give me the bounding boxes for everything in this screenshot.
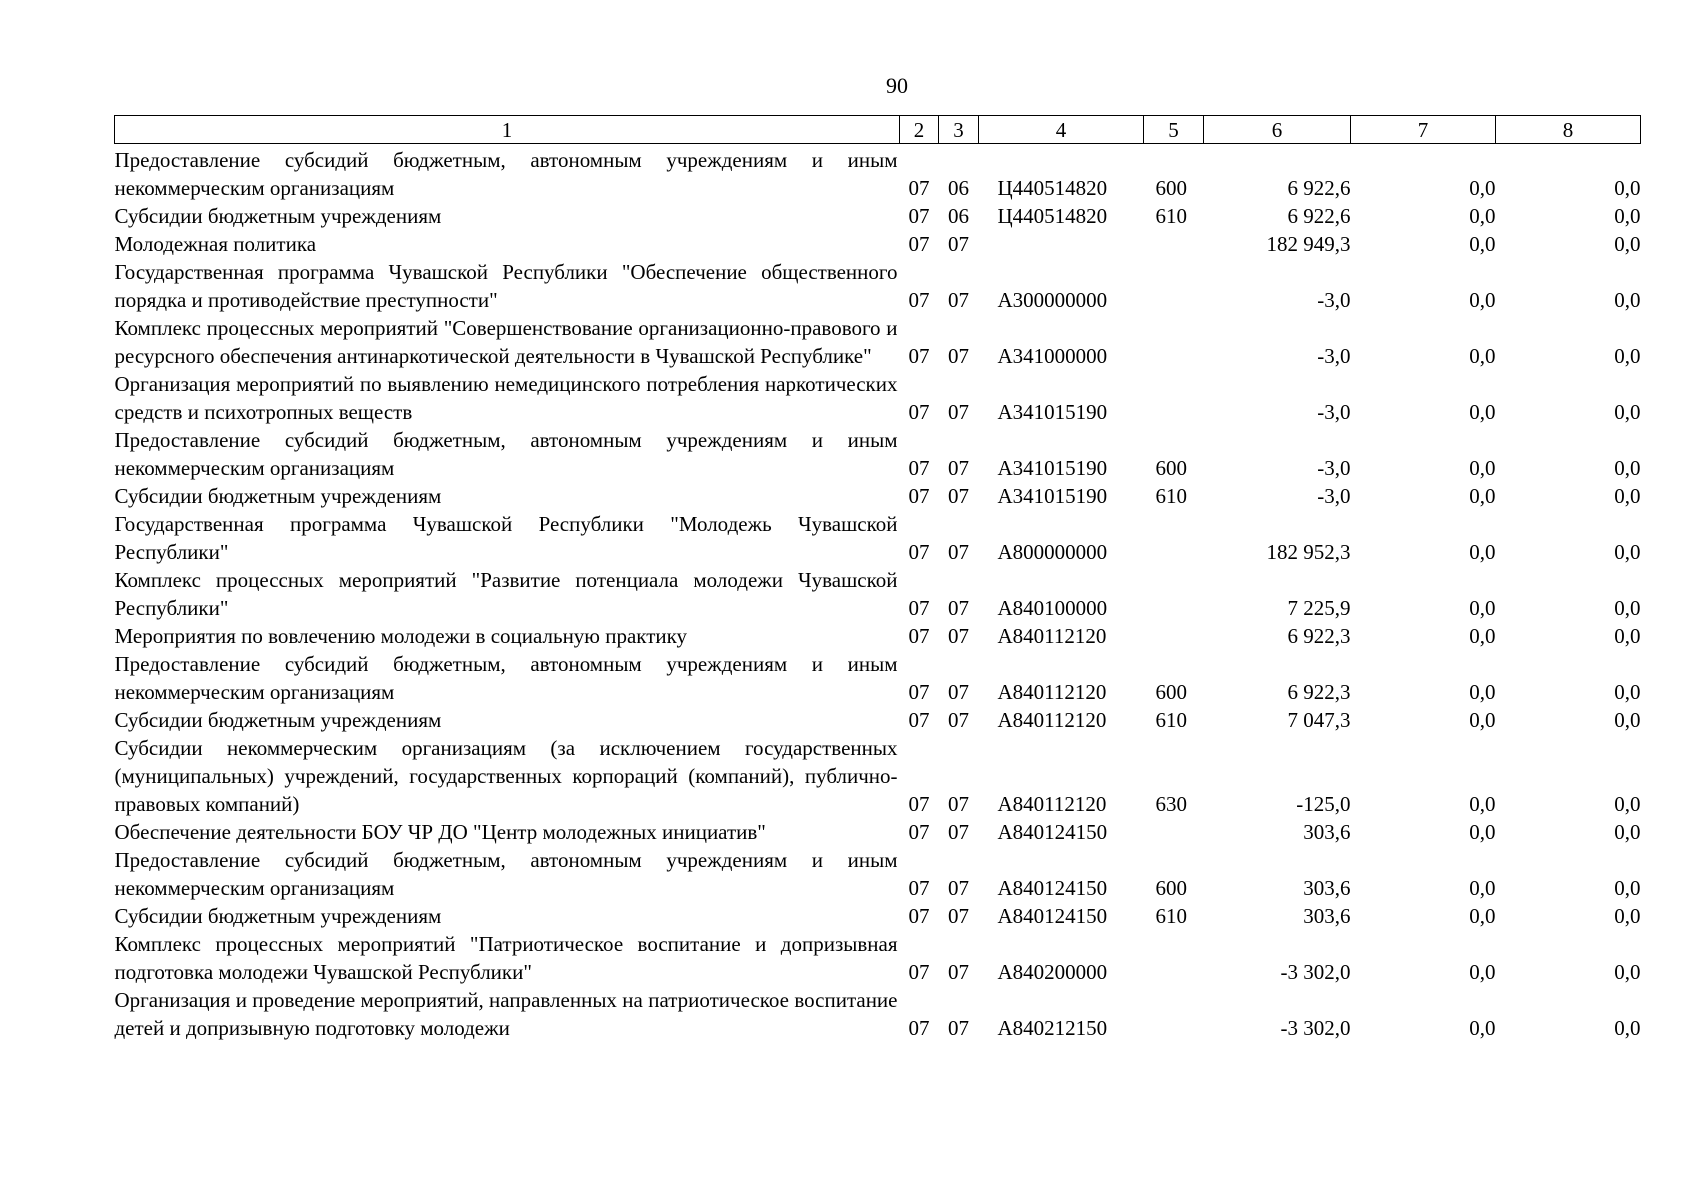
row-target-article: А840124150: [997, 820, 1108, 844]
row-amount-col8: 0,0: [1614, 876, 1641, 900]
header-col-6: 6: [1204, 116, 1351, 144]
row-expense-type: [1144, 818, 1204, 846]
table-header: [115, 116, 1641, 144]
row-amount-col7: 0,0: [1469, 288, 1496, 312]
row-section: 07: [908, 1016, 930, 1040]
row-target-article: А840112120: [997, 792, 1107, 816]
page-number: 90: [886, 73, 908, 98]
row-amount-col8: 0,0: [1614, 204, 1641, 228]
row-amount-col8: 0,0: [1614, 288, 1641, 312]
row-description: Субсидии бюджетным учреждениям: [114, 204, 442, 228]
table-row: [115, 314, 1641, 370]
row-section: 07: [908, 792, 930, 816]
row-subsection: 07: [948, 456, 969, 480]
row-amount: 6 922,6: [1287, 204, 1351, 228]
row-amount-col8: 0,0: [1614, 232, 1641, 256]
header-col-2: 2: [900, 116, 939, 144]
row-description: Молодежная политика: [114, 232, 317, 256]
table-row: [115, 426, 1641, 482]
row-target-article: А840200000: [997, 960, 1108, 984]
row-amount-col8: 0,0: [1614, 708, 1641, 732]
row-section: 07: [908, 484, 930, 508]
header-col-7: 7: [1351, 116, 1496, 144]
row-amount: -3,0: [1317, 456, 1351, 480]
row-amount-col7: 0,0: [1469, 708, 1496, 732]
table-row: [115, 230, 1641, 258]
budget-table: [114, 115, 1641, 1042]
row-section: 07: [908, 904, 930, 928]
row-target-article: А341015190: [997, 400, 1108, 424]
row-amount: -3,0: [1317, 344, 1351, 368]
table-body: [115, 144, 1641, 1043]
row-subsection: 07: [948, 344, 969, 368]
row-subsection: 07: [948, 596, 969, 620]
row-amount: -3 302,0: [1280, 960, 1351, 984]
table-row: [115, 734, 1641, 818]
row-section: 07: [908, 344, 930, 368]
row-expense-type: [1144, 566, 1204, 622]
row-amount-col8: 0,0: [1614, 792, 1641, 816]
row-expense-type: [1144, 986, 1204, 1042]
row-expense-type: 610: [1155, 204, 1187, 228]
row-amount-col7: 0,0: [1469, 400, 1496, 424]
row-expense-type: 610: [1155, 904, 1187, 928]
row-description: Организация мероприятий по выявлению немедицинского потребления наркотических средств и психотропных веществ: [114, 372, 898, 424]
row-amount: 303,6: [1303, 876, 1351, 900]
row-amount-col7: 0,0: [1469, 540, 1496, 564]
row-description: Комплекс процессных мероприятий "Развитие потенциала молодежи Чувашской Республики": [114, 568, 898, 620]
row-amount-col7: 0,0: [1469, 596, 1496, 620]
row-amount: -125,0: [1296, 792, 1351, 816]
table-row: [115, 818, 1641, 846]
table-row: [115, 482, 1641, 510]
row-amount-col7: 0,0: [1469, 456, 1496, 480]
row-amount-col8: 0,0: [1614, 960, 1641, 984]
row-amount-col8: 0,0: [1614, 540, 1641, 564]
row-subsection: 07: [948, 540, 969, 564]
row-amount-col7: 0,0: [1469, 344, 1496, 368]
row-section: 07: [908, 456, 930, 480]
row-expense-type: 610: [1155, 484, 1187, 508]
table-row: [115, 930, 1641, 986]
table-row: [115, 510, 1641, 566]
row-target-article: [979, 230, 1144, 258]
row-target-article: А800000000: [997, 540, 1108, 564]
row-amount-col7: 0,0: [1469, 680, 1496, 704]
header-col-4: 4: [979, 116, 1144, 144]
row-target-article: А840112120: [997, 624, 1107, 648]
row-amount: -3 302,0: [1280, 1016, 1351, 1040]
row-description: Субсидии бюджетным учреждениям: [114, 904, 442, 928]
row-subsection: 07: [948, 904, 969, 928]
header-col-3: 3: [939, 116, 979, 144]
row-amount-col7: 0,0: [1469, 232, 1496, 256]
table-row: [115, 370, 1641, 426]
row-amount-col7: 0,0: [1469, 204, 1496, 228]
table-row: [115, 144, 1641, 203]
row-amount-col8: 0,0: [1614, 456, 1641, 480]
row-subsection: 07: [948, 1016, 969, 1040]
row-amount-col7: 0,0: [1469, 1016, 1496, 1040]
row-amount: 182 952,3: [1266, 540, 1351, 564]
row-section: 07: [908, 540, 930, 564]
row-section: 07: [908, 176, 930, 200]
row-expense-type: 600: [1155, 456, 1187, 480]
row-section: 07: [908, 596, 930, 620]
row-amount-col7: 0,0: [1469, 876, 1496, 900]
row-target-article: А300000000: [997, 288, 1108, 312]
table-row: [115, 622, 1641, 650]
row-subsection: 07: [948, 792, 969, 816]
row-description: Мероприятия по вовлечению молодежи в социальную практику: [114, 624, 688, 648]
row-description: Обеспечение деятельности БОУ ЧР ДО "Центр молодежных инициатив": [114, 820, 766, 844]
row-amount: 6 922,3: [1287, 680, 1351, 704]
row-amount-col8: 0,0: [1614, 904, 1641, 928]
table-row: [115, 650, 1641, 706]
row-subsection: 07: [948, 876, 969, 900]
row-amount: -3,0: [1317, 400, 1351, 424]
row-target-article: А840112120: [997, 680, 1107, 704]
row-section: 07: [908, 820, 930, 844]
row-section: 07: [908, 876, 930, 900]
row-expense-type: 600: [1155, 176, 1187, 200]
row-description: Субсидии бюджетным учреждениям: [114, 484, 442, 508]
header-col-8: 8: [1496, 116, 1641, 144]
row-amount-col7: 0,0: [1469, 792, 1496, 816]
row-expense-type: 600: [1155, 680, 1187, 704]
header-row: [115, 116, 1641, 144]
row-section: 07: [908, 960, 930, 984]
table-row: [115, 706, 1641, 734]
row-amount-col8: 0,0: [1614, 680, 1641, 704]
header-col-1: 1: [115, 116, 900, 144]
row-description: Предоставление субсидий бюджетным, автономным учреждениям и иным некоммерческим организациям: [114, 428, 898, 480]
row-amount-col8: 0,0: [1614, 1016, 1641, 1040]
row-amount: 303,6: [1303, 820, 1351, 844]
row-amount-col7: 0,0: [1469, 176, 1496, 200]
row-amount: -3,0: [1317, 288, 1351, 312]
row-target-article: А341015190: [997, 456, 1108, 480]
row-subsection: 06: [948, 204, 969, 228]
row-section: 07: [908, 708, 930, 732]
row-amount-col7: 0,0: [1469, 484, 1496, 508]
table-row: [115, 986, 1641, 1042]
row-subsection: 07: [948, 400, 969, 424]
row-amount: 6 922,3: [1287, 624, 1351, 648]
row-expense-type: 630: [1155, 792, 1187, 816]
row-target-article: Ц440514820: [997, 204, 1108, 228]
row-amount-col8: 0,0: [1614, 596, 1641, 620]
row-expense-type: [1144, 930, 1204, 986]
row-amount-col8: 0,0: [1614, 624, 1641, 648]
row-amount-col7: 0,0: [1469, 624, 1496, 648]
row-amount-col7: 0,0: [1469, 960, 1496, 984]
table-row: [115, 202, 1641, 230]
row-description: Комплекс процессных мероприятий "Патриотическое воспитание и допризывная подготовка молодежи Чувашской Республики": [114, 932, 898, 984]
row-amount-col8: 0,0: [1614, 176, 1641, 200]
row-subsection: 07: [948, 232, 969, 256]
row-expense-type: 600: [1155, 876, 1187, 900]
row-amount: 6 922,6: [1287, 176, 1351, 200]
row-amount-col8: 0,0: [1614, 820, 1641, 844]
row-target-article: А341015190: [997, 484, 1108, 508]
row-expense-type: [1144, 258, 1204, 314]
row-target-article: А840212150: [997, 1016, 1108, 1040]
row-description: Субсидии некоммерческим организациям (за исключением государственных (муниципальных) учреждений, государственных корпораций (компаний), публично-правовых компаний): [114, 736, 898, 816]
row-subsection: 07: [948, 708, 969, 732]
table-row: [115, 846, 1641, 902]
row-description: Предоставление субсидий бюджетным, автономным учреждениям и иным некоммерческим организациям: [114, 848, 898, 900]
row-description: Государственная программа Чувашской Республики "Молодежь Чувашской Республики": [114, 512, 898, 564]
row-amount-col8: 0,0: [1614, 344, 1641, 368]
row-section: 07: [908, 680, 930, 704]
row-description: Организация и проведение мероприятий, направленных на патриотическое воспитание детей и допризывную подготовку молодежи: [114, 988, 898, 1040]
row-amount: 7 225,9: [1287, 596, 1351, 620]
table-row: [115, 258, 1641, 314]
row-amount-col8: 0,0: [1614, 484, 1641, 508]
row-amount-col7: 0,0: [1469, 904, 1496, 928]
row-section: 07: [908, 204, 930, 228]
row-target-article: А840124150: [997, 876, 1108, 900]
row-section: 07: [908, 624, 930, 648]
row-amount: 7 047,3: [1287, 708, 1351, 732]
table-row: [115, 902, 1641, 930]
row-target-article: А840124150: [997, 904, 1108, 928]
row-amount: 182 949,3: [1266, 232, 1351, 256]
row-expense-type: [1144, 370, 1204, 426]
row-expense-type: 610: [1155, 708, 1187, 732]
header-col-5: 5: [1144, 116, 1204, 144]
row-expense-type: [1144, 230, 1204, 258]
row-amount-col8: 0,0: [1614, 400, 1641, 424]
row-description: Комплекс процессных мероприятий "Совершенствование организационно-правового и ресурсного обеспечения антинаркотической деятельности в Чувашской Республике": [114, 316, 898, 368]
row-expense-type: [1144, 510, 1204, 566]
row-target-article: А840112120: [997, 708, 1107, 732]
row-target-article: А341000000: [997, 344, 1108, 368]
row-target-article: Ц440514820: [997, 176, 1108, 200]
row-subsection: 07: [948, 484, 969, 508]
row-subsection: 07: [948, 960, 969, 984]
row-target-article: А840100000: [997, 596, 1108, 620]
row-subsection: 07: [948, 820, 969, 844]
row-expense-type: [1144, 622, 1204, 650]
row-description: Предоставление субсидий бюджетным, автономным учреждениям и иным некоммерческим организациям: [114, 652, 898, 704]
row-amount-col7: 0,0: [1469, 820, 1496, 844]
table-row: [115, 566, 1641, 622]
row-subsection: 07: [948, 288, 969, 312]
row-amount: -3,0: [1317, 484, 1351, 508]
row-section: 07: [908, 400, 930, 424]
row-description: Субсидии бюджетным учреждениям: [114, 708, 442, 732]
row-description: Государственная программа Чувашской Республики "Обеспечение общественного порядка и противодействие преступности": [114, 260, 898, 312]
row-subsection: 07: [948, 680, 969, 704]
row-subsection: 07: [948, 624, 969, 648]
row-section: 07: [908, 232, 930, 256]
row-expense-type: [1144, 314, 1204, 370]
row-amount: 303,6: [1303, 904, 1351, 928]
row-subsection: 06: [948, 176, 969, 200]
row-section: 07: [908, 288, 930, 312]
row-description: Предоставление субсидий бюджетным, автономным учреждениям и иным некоммерческим организациям: [114, 148, 898, 200]
